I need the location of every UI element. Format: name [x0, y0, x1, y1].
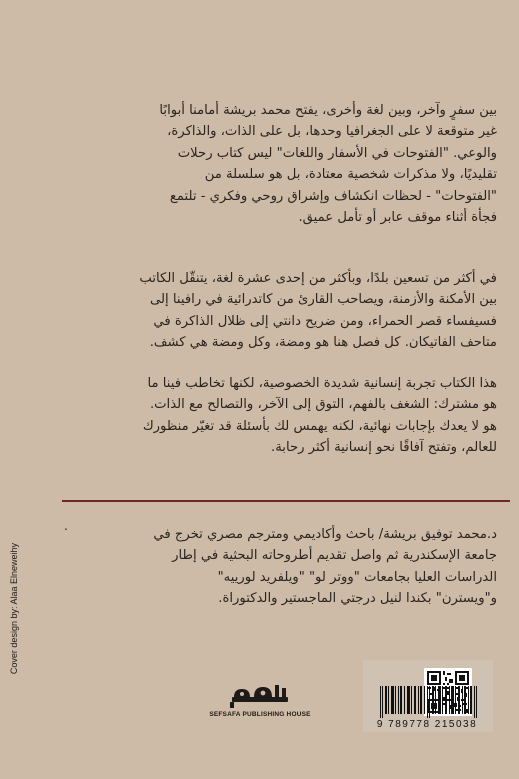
text-line: بين الأمكنة والأزمنة، ويصاحب القارئ من كاتدرائية في رافينا إلى [150, 292, 497, 308]
publisher-name: SEFSAFA PUBLISHING HOUSE [209, 711, 311, 718]
text-line: هو لا يعدك بإجابات نهائية، لكنه يهمس لك بأسئلة قد تغيّر منظورك [142, 418, 497, 434]
text-line: في أكثر من تسعين بلدًا، وبأكثر من إحدى عشرة لغة، يتنقّل الكاتب [139, 271, 497, 286]
text-line: و"ويسترن" بكندا لنيل درجتي الماجستير والدكتوراة. [218, 591, 497, 607]
divider-dot: . [64, 519, 68, 533]
description-paragraph-2 [52, 268, 497, 354]
text-line: والوعي. "الفتوحات في الأسفار واللغات" ليس كتاب رحلات [177, 145, 497, 161]
divider-line [62, 500, 510, 502]
publisher-logo [205, 683, 315, 718]
text-line: فجأة أثناء موقف عابر أو تأمل عميق. [298, 210, 497, 226]
text-line: للعالم، وتفتح آفاقًا نحو إنسانية أكثر رحابة. [271, 440, 497, 456]
barcode-icon [380, 686, 480, 718]
isbn-barcode [380, 686, 480, 722]
text-line: تقليديًا، ولا مذكرات شخصية معتادة، بل هو سلسلة من [204, 167, 497, 183]
isbn-number: 9 789778 215038 [376, 719, 478, 730]
cover-design-credit: Cover design by: Alaa Elneweihy [9, 543, 19, 675]
description-paragraph-1 [52, 100, 497, 228]
text-line: بين سفرٍ وآخر، وبين لغة وأخرى، يفتح محمد بريشة أمامنا أبوابًا [159, 103, 497, 118]
text-line: غير متوقعة لا على الجغرافيا وحدها، بل على الذات، والذاكرة، [167, 124, 497, 140]
text-line: فسيفساء قصر الحمراء، ومن ضريح دانتي إلى ظلال الذاكرة في [153, 313, 497, 329]
text-line: هذا الكتاب تجربة إنسانية شديدة الخصوصية، لكنها تخاطب فينا ما [147, 376, 497, 391]
text-line: د.محمد توفيق بريشة/ باحث وأكاديمي ومترجم مصري تخرج في [153, 527, 497, 542]
description-paragraph-3 [52, 373, 497, 459]
text-line: متاحف الفاتيكان. كل فصل هنا هو ومضة، وكل ومضة هي كشف. [149, 335, 497, 351]
text-line: الدراسات العليا بجامعات "ووتر لو" "ويلفريد لورييه" [217, 569, 497, 585]
text-line: "الفتوحات" - لحظات انكشاف وإشراق روحي وفكري - تلتمع [169, 188, 497, 204]
author-bio [52, 524, 497, 610]
text-line: هو مشترك: الشغف بالفهم، التوق إلى الآخر، والتصالح مع الذات. [149, 397, 497, 413]
text-line: جامعة الإسكندرية ثم واصل تقديم أطروحاته البحثية في إطار [172, 548, 497, 564]
sefsafa-logo-icon [228, 683, 292, 709]
